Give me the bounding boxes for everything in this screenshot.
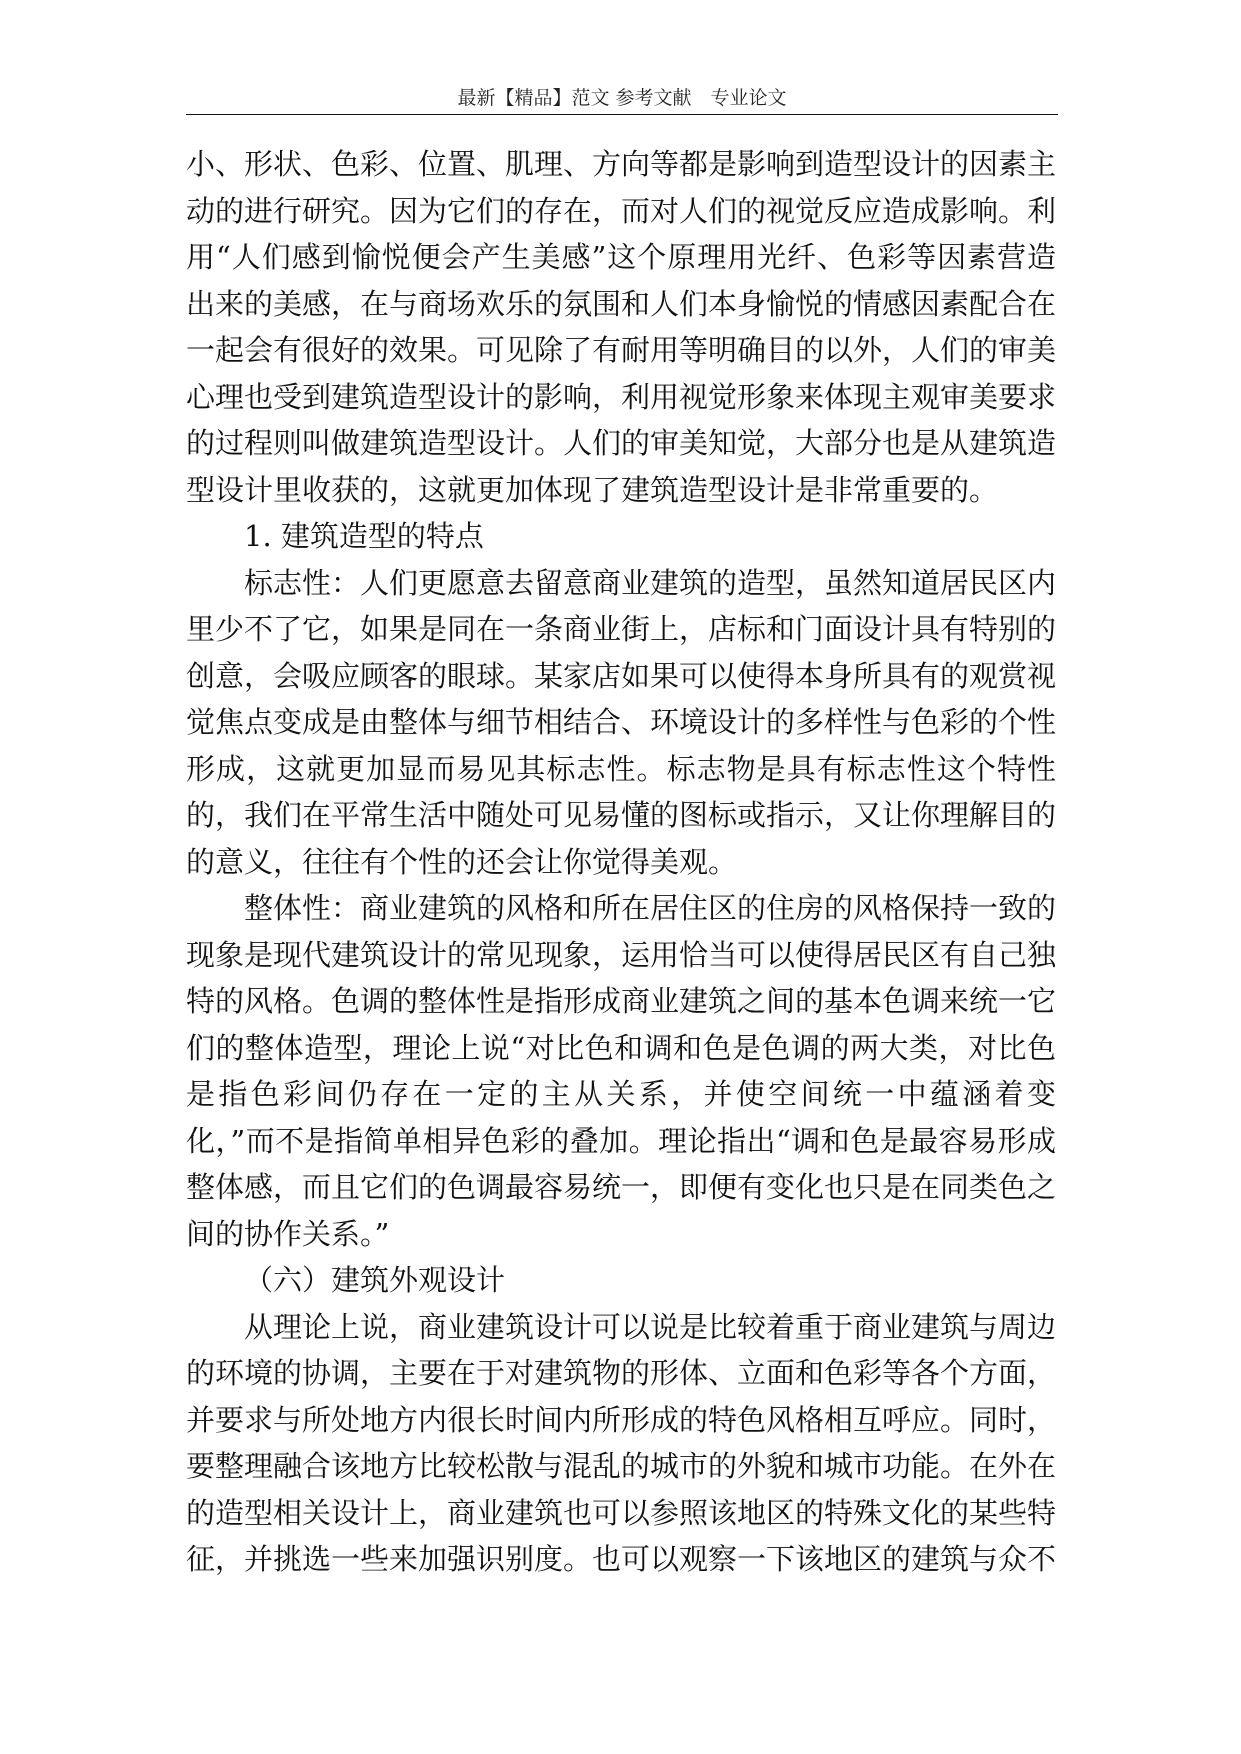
paragraph-2: 标志性：人们更愿意去留意商业建筑的造型，虽然知道居民区内里少不了它，如果是同在一条商业街上，店标和门面设计具有特别的创意，会吸应顾客的眼球。某家店如果可以使得本身所具有的观赏视觉焦点变成是由整体与细节相结合、环境设计的多样性与色彩的个性形成，这就更加显而易见其标志性。标志物是具有标志性这个特性的，我们在平常生活中随处可见易懂的图标或指示，又让你理解目的的意义，往往有个性的还会让你觉得美观。 xyxy=(186,565,1057,879)
page-header: 最新【精品】范文 参考文献 专业论文 xyxy=(457,87,787,109)
paragraph-1: 小、形状、色彩、位置、肌理、方向等都是影响到造型设计的因素主动的进行研究。因为它们的存在，而对人们的视觉反应造成影响。利用“人们感到愉悦便会产生美感”这个原理用光纤、色彩等因素营造出来的美感，在与商场欢乐的氛围和人们本身愉悦的情感因素配合在一起会有很好的效果。可见除了有耐用等明确目的以外，人们的审美心理也受到建筑造型设计的影响，利用视觉形象来体现主观审美要求的过程则叫做建筑造型设计。人们的审美知觉，大部分也是从建筑造型设计里收获的，这就更加体现了建筑造型设计是非常重要的。 xyxy=(186,147,1057,507)
section-heading-2: （六）建筑外观设计 xyxy=(244,1263,506,1297)
header-rule xyxy=(186,114,1058,115)
section-heading-1: 1. 建筑造型的特点 xyxy=(244,519,484,553)
paragraph-3: 整体性：商业建筑的风格和所在居住区的住房的风格保持一致的现象是现代建筑设计的常见现象，运用恰当可以使得居民区有自己独特的风格。色调的整体性是指形成商业建筑之间的基本色调来统一它们的整体造型，理论上说“对比色和调和色是色调的两大类，对比色是指色彩间仍存在一定的主从关系，并使空间统一中蕴涵着变化，”而不是指简单相异色彩的叠加。理论指出“调和色是最容易形成整体感，而且它们的色调最容易统一，即便有变化也只是在同类色之间的协作关系。” xyxy=(186,891,1057,1251)
body-text xyxy=(186,141,1056,1583)
paragraph-4: 从理论上说，商业建筑设计可以说是比较着重于商业建筑与周边的环境的协调，主要在于对建筑物的形体、立面和色彩等各个方面，并要求与所处地方内很长时间内所形成的特色风格相互呼应。同时，要整理融合该地方比较松散与混乱的城市的外貌和城市功能。在外在的造型相关设计上，商业建筑也可以参照该地区的特殊文化的某些特征，并挑选一些来加强识别度。也可以观察一下该地区的建筑与众不 xyxy=(186,1309,1057,1576)
